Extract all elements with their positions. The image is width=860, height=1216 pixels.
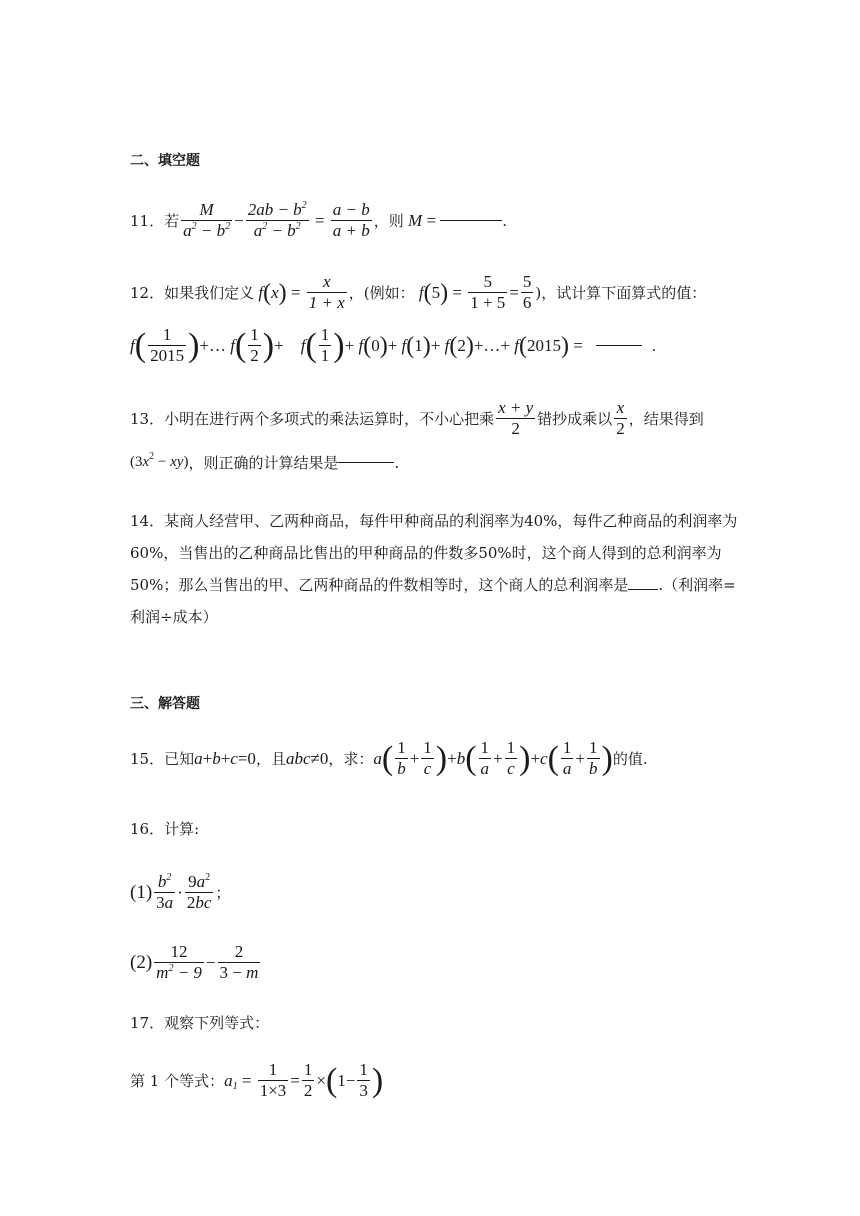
q12-number: 12． [130, 284, 165, 302]
question-17-title: 17．观察下列等式： [130, 1014, 270, 1032]
question-16-title: 16．计算: [130, 820, 200, 838]
q13-answer-blank [338, 462, 394, 463]
question-13: 13． 小明在进行两个多项式的乘法运算时，不小心把乘 $\frac{x + y}{2}$ 错抄成乘以 $\frac{x}{2}$ ，结果得到 [130, 398, 704, 438]
q11-fraction-2ab: $\frac{2ab - b^2}{a^2 - b^2}$ [247, 200, 307, 240]
q15-number: 15． [130, 750, 165, 768]
q11-answer-blank [440, 220, 502, 221]
q11-text-post: ，则 [373, 212, 404, 230]
q16-part-1: (1) $\frac{b^2}{3a}$ · $\frac{9a^2}{2bc}$ ； [130, 872, 231, 912]
q13-fraction-x: $\frac{x}{2}$ [616, 398, 625, 438]
question-15: 15． 已知 a + b + c =0 ，且 abc ≠0 ，求： a ( $\frac{1}{b}$ + $\frac{1}{c}$ ) + b ( $\frac{1}{a}$ + $\frac{1}{c}$ ) + c ( $\frac{1}{a}$ + $\frac{1}{b}$ ) 的值. [130, 738, 648, 778]
q11-fraction-result: $\frac{a - b}{a + b}$ [332, 200, 370, 240]
q13-fraction-x-plus-y: $\frac{x + y}{2}$ [498, 398, 534, 438]
q11-number: 11． [130, 212, 165, 230]
q14-answer-blank [628, 589, 658, 590]
q12-answer-blank [596, 345, 642, 346]
q13-number: 13． [130, 410, 165, 428]
question-14: 14．某商人经营甲、乙两种商品，每件甲种商品的利润率为40%，每件乙种商品的利润率为60%，当售出的乙种商品比售出的甲种商品的件数多50%时，这个商人得到的总利润率为50%；那么当售出的甲、乙两种商品的件数相等时，这个商人的总利润率是 .（利润率=利润÷成本） [130, 512, 738, 626]
q13-line2: $(3x^2 - xy)$ ，则正确的计算结果是 . [130, 451, 400, 472]
q12-expression: f ( $\frac{1}{2015}$ ) +… f ( $\frac{1}{2}$ ) + f ( $\frac{1}{1}$ ) + f ( 0 ) + f ( 1 ) + f ( 2 ) +…+ f ( 2015 ) = . [130, 325, 657, 365]
section-heading-solve: 三、解答题 [130, 696, 200, 712]
q12-def-fraction: $\frac{x}{1 + x}$ [308, 272, 345, 312]
question-11: 11． 若 $\frac{M}{a^2 - b^2}$ − $\frac{2ab - b^2}{a^2 - b^2}$ = $\frac{a - b}{a + b}$ ，则 M = . [130, 200, 508, 240]
q11-text-pre: 若 [164, 212, 180, 230]
q11-fraction-m: $\frac{M}{a^2 - b^2}$ [183, 200, 231, 240]
question-12: 12． 如果我们定义 f ( x ) = $\frac{x}{1 + x}$ ，(例如： f ( 5 ) = $\frac{5}{1 + 5}$ = $\frac{5}{6}$ )，试计算下面算式的值： [130, 272, 707, 312]
q17-equation-1: 第 1 个等式： $a_1$ = $\frac{1}{1\times 3}$ = $\frac{1}{2}$ × ( 1− $\frac{1}{3}$ ) [130, 1060, 384, 1100]
q16-part-2: (2) $\frac{12}{m^2 - 9}$ − $\frac{2}{3 - m}$ [130, 942, 259, 982]
section-heading-fill-in: 二、填空题 [130, 153, 200, 169]
